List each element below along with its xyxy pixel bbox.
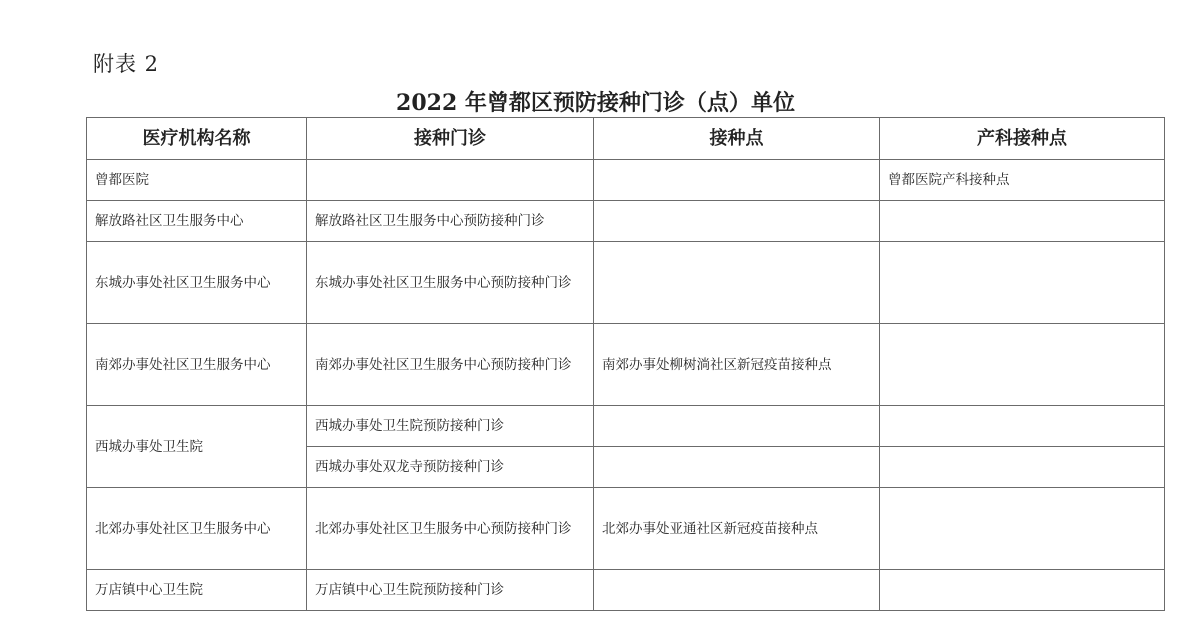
clinic-cell: 东城办事处社区卫生服务中心预防接种门诊: [307, 242, 594, 324]
column-header-obstetric: 产科接种点: [880, 118, 1165, 160]
table-row: [87, 324, 1165, 406]
obstetric-cell: [880, 570, 1165, 611]
clinic-cell: 万店镇中心卫生院预防接种门诊: [307, 570, 594, 611]
obstetric-cell: [880, 324, 1165, 406]
table-row: [87, 242, 1165, 324]
table-row: [87, 201, 1165, 242]
column-header-clinic: 接种门诊: [307, 118, 594, 160]
clinic-cell: 北郊办事处社区卫生服务中心预防接种门诊: [307, 488, 594, 570]
institution-cell: 万店镇中心卫生院: [87, 570, 307, 611]
column-header-point: 接种点: [594, 118, 880, 160]
point-cell: [594, 242, 880, 324]
point-cell: [594, 570, 880, 611]
point-cell: 北郊办事处亚通社区新冠疫苗接种点: [594, 488, 880, 570]
obstetric-cell: [880, 201, 1165, 242]
institution-cell: 东城办事处社区卫生服务中心: [87, 242, 307, 324]
table-row: [87, 406, 1165, 447]
attachment-label: 附表 2: [93, 52, 160, 76]
obstetric-cell: [880, 488, 1165, 570]
institution-cell: 南郊办事处社区卫生服务中心: [87, 324, 307, 406]
table-row: [87, 570, 1165, 611]
point-cell: [594, 406, 880, 447]
clinic-cell: 解放路社区卫生服务中心预防接种门诊: [307, 201, 594, 242]
column-header-institution: 医疗机构名称: [87, 118, 307, 160]
obstetric-cell: 曾都医院产科接种点: [880, 160, 1165, 201]
obstetric-cell: [880, 242, 1165, 324]
table-row: [87, 488, 1165, 570]
obstetric-cell: [880, 406, 1165, 447]
table-header-row: [87, 118, 1165, 160]
obstetric-cell: [880, 447, 1165, 488]
document-title: 2022 年曾都区预防接种门诊（点）单位: [396, 90, 795, 116]
institution-cell: 解放路社区卫生服务中心: [87, 201, 307, 242]
clinic-cell: 西城办事处双龙寺预防接种门诊: [307, 447, 594, 488]
institution-cell: 西城办事处卫生院: [87, 406, 307, 488]
vaccination-units-table: [86, 117, 1165, 611]
institution-cell: 曾都医院: [87, 160, 307, 201]
point-cell: [594, 201, 880, 242]
clinic-cell: [307, 160, 594, 201]
clinic-cell: 西城办事处卫生院预防接种门诊: [307, 406, 594, 447]
clinic-cell: 南郊办事处社区卫生服务中心预防接种门诊: [307, 324, 594, 406]
point-cell: 南郊办事处柳树淌社区新冠疫苗接种点: [594, 324, 880, 406]
institution-cell: 北郊办事处社区卫生服务中心: [87, 488, 307, 570]
point-cell: [594, 447, 880, 488]
point-cell: [594, 160, 880, 201]
table-row: [87, 160, 1165, 201]
